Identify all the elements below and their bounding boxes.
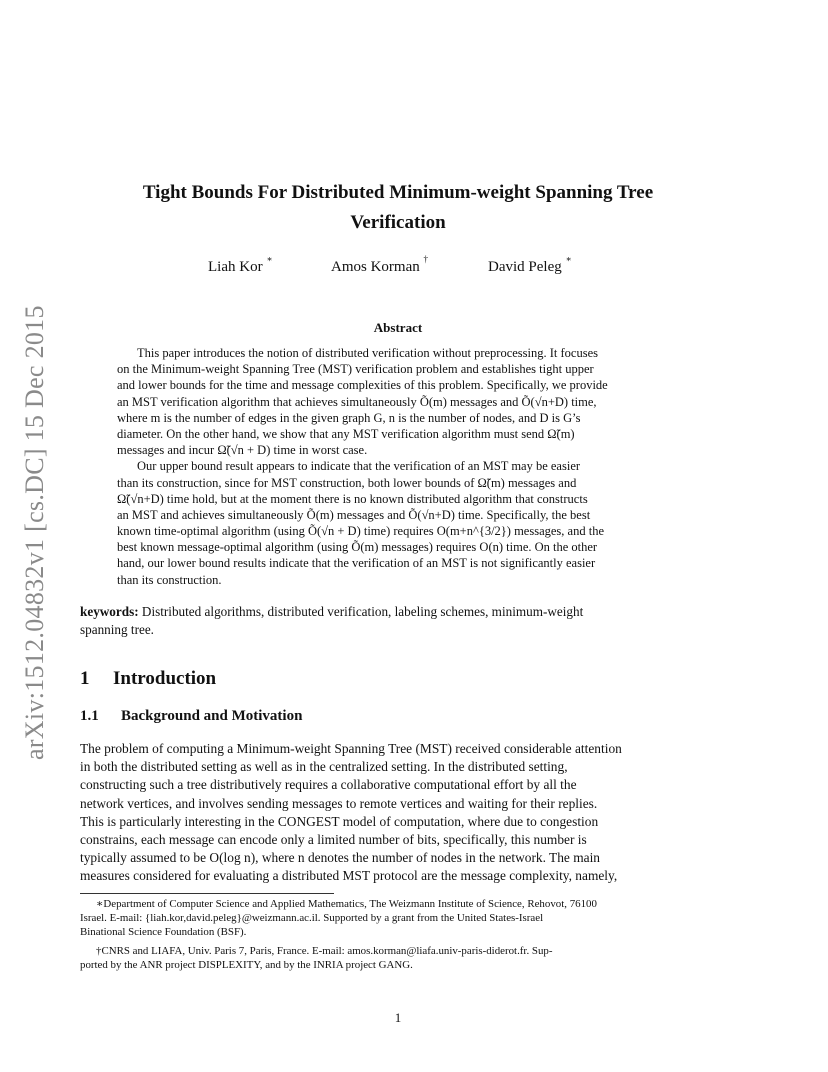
subsection-title: Background and Motivation xyxy=(121,708,303,724)
abstract-line: This paper introduces the notion of distributed verification without preprocessing. It focuses xyxy=(137,346,598,360)
footnote-rule xyxy=(80,893,334,894)
abstract-line: diameter. On the other hand, we show that any MST verification algorithm must send Ω̃(m) xyxy=(117,426,575,441)
author-footnote-mark: † xyxy=(423,254,428,264)
paragraph-line: typically assumed to be O(log n), where n denotes the number of nodes in the network. The main xyxy=(80,850,600,866)
footnotes xyxy=(80,897,720,972)
paragraph-line: measures considered for evaluating a distributed MST protocol are the message complexity, namely, xyxy=(80,868,618,884)
introduction-paragraph xyxy=(80,740,720,886)
footnote-line: ported by the ANR project DISPLEXITY, and by the INRIA project GANG. xyxy=(80,959,413,971)
arxiv-identifier: arXiv:1512.04832v1 [cs.DC] 15 Dec 2015 xyxy=(20,305,49,760)
abstract-line: known time-optimal algorithm (using Õ(√n + D) time) requires O(m+n^{3/2}) messages, and the xyxy=(117,524,604,539)
section-title: Introduction xyxy=(113,668,217,689)
keywords-text: Distributed algorithms, distributed verification, labeling schemes, minimum-weight xyxy=(141,604,584,619)
author-david-peleg xyxy=(488,254,572,276)
paragraph-line: constructing such a tree distributively requires a collaborative computational effort by all the xyxy=(80,777,577,793)
paragraph-line: network vertices, and involves sending messages to remote vertices and waiting for their replies. xyxy=(80,795,598,811)
footnote-line: Binational Science Foundation (BSF). xyxy=(80,926,247,938)
abstract-line: on the Minimum-weight Spanning Tree (MST) verification problem and establishes tight upper xyxy=(117,362,594,377)
abstract-line: best known message-optimal algorithm (using Õ(m) messages) requires O(n) time. On the other xyxy=(117,540,598,555)
title-line-2: Verification xyxy=(350,212,446,233)
abstract-line: than its construction, since for MST construction, both lower bounds of Ω̃(m) messages and xyxy=(117,475,577,490)
author-name: Liah Kor xyxy=(208,259,263,275)
abstract-body xyxy=(117,345,677,588)
abstract-line: an MST and achieves simultaneously Õ(m) messages and Õ(√n+D) time. Specifically, the best xyxy=(117,507,591,522)
abstract-line: hand, our lower bound results indicate that the verification of an MST is not significantly easier xyxy=(117,556,596,571)
author-footnote-mark: ∗ xyxy=(565,254,572,264)
keywords-label: keywords: xyxy=(80,604,139,619)
author-name: Amos Korman xyxy=(331,259,420,275)
author-footnote-mark: ∗ xyxy=(266,254,273,264)
abstract-line: where m is the number of edges in the given graph G, n is the number of nodes, and D is G’s xyxy=(117,410,581,425)
footnote-line: †CNRS and LIAFA, Univ. Paris 7, Paris, France. E-mail: amos.korman@liafa.univ-paris-diderot.fr. Sup- xyxy=(96,945,553,957)
paper-title xyxy=(80,178,716,238)
paragraph-line: in both the distributed setting as well as in the centralized setting. In the distributed setting, xyxy=(80,759,568,775)
abstract-line: messages and incur Ω̃(√n + D) time in worst case. xyxy=(117,443,368,458)
author-liah-kor xyxy=(208,254,273,276)
abstract-line: an MST verification algorithm that achieves simultaneously Õ(m) messages and Õ(√n+D) time, xyxy=(117,394,597,409)
title-line-1: Tight Bounds For Distributed Minimum-weight Spanning Tree xyxy=(142,182,654,203)
author-name: David Peleg xyxy=(488,259,562,275)
author-amos-korman xyxy=(331,254,428,276)
subsection-number: 1.1 xyxy=(80,708,99,724)
abstract-line: Ω̃(√n+D) time hold, but at the moment there is no known distributed algorithm that constructs xyxy=(117,491,588,506)
abstract-heading: Abstract xyxy=(373,320,423,335)
footnote-line: ∗Department of Computer Science and Applied Mathematics, The Weizmann Institute of Science, Rehovot, 76100 xyxy=(96,898,597,910)
paragraph-line: The problem of computing a Minimum-weight Spanning Tree (MST) received considerable attention xyxy=(80,741,622,756)
page-number: 1 xyxy=(394,1010,402,1025)
abstract-line: Our upper bound result appears to indicate that the verification of an MST may be easier xyxy=(137,459,581,474)
abstract-line: than its construction. xyxy=(117,572,222,587)
section-number: 1 xyxy=(80,668,90,689)
paragraph-line: This is particularly interesting in the CONGEST model of computation, where due to congestion xyxy=(80,813,599,829)
keywords-block xyxy=(80,603,720,639)
abstract-line: and lower bounds for the time and message complexities of this problem. Specifically, we provide xyxy=(117,378,608,393)
footnote-line: Israel. E-mail: {liah.kor,david.peleg}@weizmann.ac.il. Supported by a grant from the United States-Israel xyxy=(80,912,544,924)
keywords-text-continued: spanning tree. xyxy=(80,622,154,637)
paragraph-line: constrains, each message can encode only a limited number of bits, specifically, this number is xyxy=(80,832,587,848)
